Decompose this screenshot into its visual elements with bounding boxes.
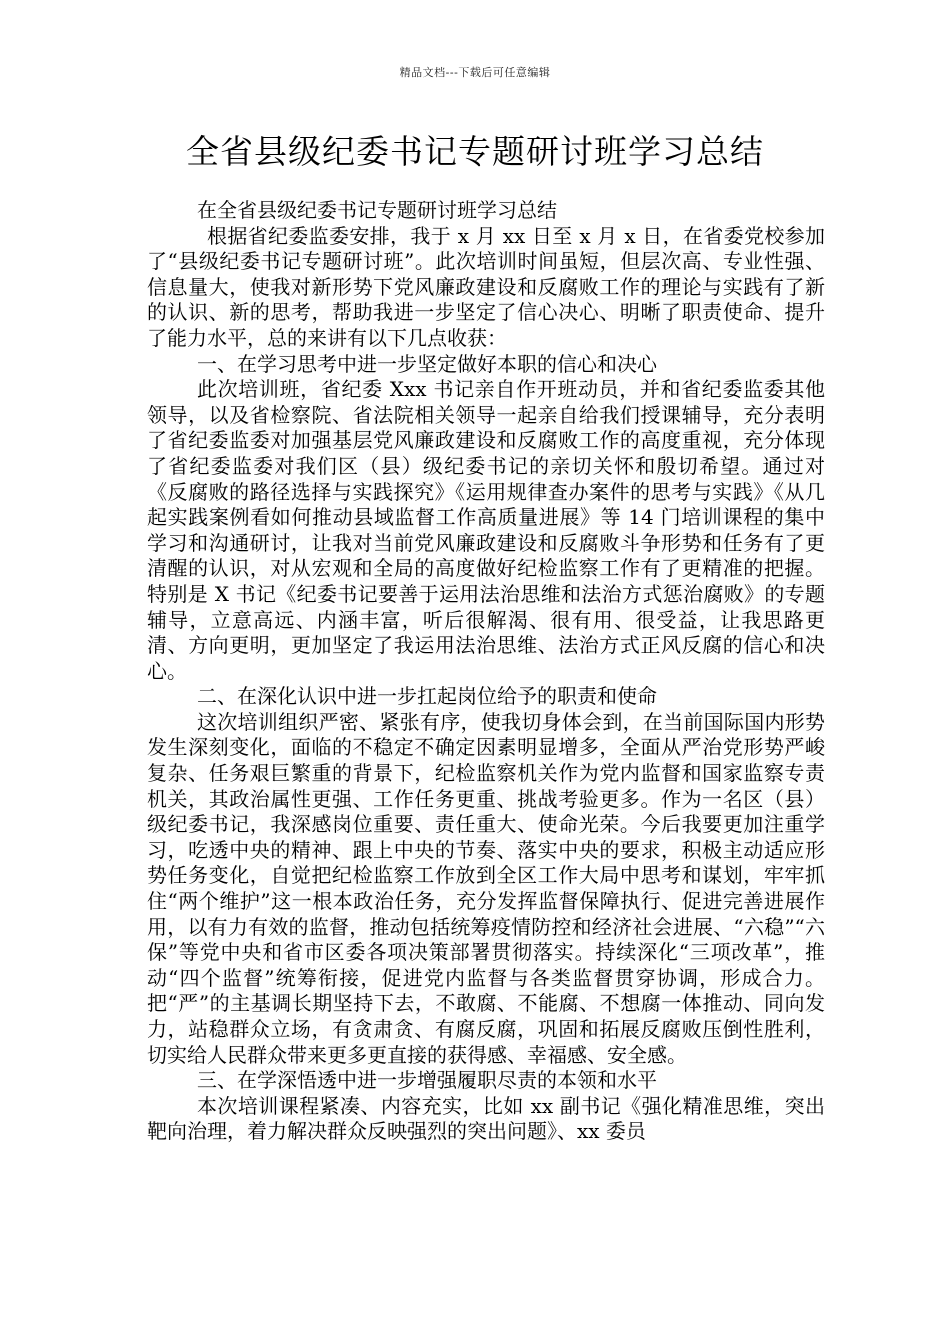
paragraph-section-3: 本次培训课程紧凑、内容充实，比如 xx 副书记《强化精准思维，突出靶向治理，着力解决群众反映强烈的突出问题》、xx 委员 xyxy=(147,1093,825,1144)
paragraph-intro: 根据省纪委监委安排，我于 x 月 xx 日至 x 月 x 日，在省委党校参加了“县级纪委书记专题研讨班”。此次培训时间虽短，但层次高、专业性强、信息量大，使我对新形势下党风廉政建设和反腐败工作的理论与实践有了新的认识、新的思考，帮助我进一步坚定了信心决心、明晰了职责使命、提升了能力水平，总的来讲有以下几点收获： xyxy=(147,223,825,350)
document-title: 全省县级纪委书记专题研讨班学习总结 xyxy=(186,132,764,171)
document-body xyxy=(147,198,825,1145)
section-heading-3: 三、在学深悟透中进一步增强履职尽责的本领和水平 xyxy=(197,1068,657,1093)
section-heading-2: 二、在深化认识中进一步扛起岗位给予的职责和使命 xyxy=(197,684,657,709)
paragraph-section-2: 这次培训组织严密、紧张有序，使我切身体会到，在当前国际国内形势发生深刻变化，面临的不稳定不确定因素明显增多，全面从严治党形势严峻复杂、任务艰巨繁重的背景下，纪检监察机关作为党内监督和国家监察专责机关，其政治属性更强、工作任务更重、挑战考验更多。作为一名区（县）级纪委书记，我深感岗位重要、责任重大、使命光荣。今后我要更加注重学习，吃透中央的精神、跟上中央的节奏、落实中央的要求，积极主动适应形势任务变化，自觉把纪检监察工作放到全区工作大局中思考和谋划，牢牢抓住“两个维护”这一根本政治任务，充分发挥监督保障执行、促进完善进展作用，以有力有效的监督，推动包括统筹疫情防控和经济社会进展、“六稳”“六保”等党中央和省市区委各项决策部署贯彻落实。持续深化“三项改革”，推动“四个监督”统筹衔接，促进党内监督与各类监督贯穿协调，形成合力。把“严”的主基调长期坚持下去，不敢腐、不能腐、不想腐一体推动、同向发力，站稳群众立场，有贪肃贪、有腐反腐，巩固和拓展反腐败压倒性胜利，切实给人民群众带来更多更直接的获得感、幸福感、安全感。 xyxy=(147,709,825,1067)
header-note: 精品文档---下载后可任意编辑 xyxy=(399,66,551,79)
section-heading-1: 一、在学习思考中进一步坚定做好本职的信心和决心 xyxy=(197,351,657,376)
document-subtitle: 在全省县级纪委书记专题研讨班学习总结 xyxy=(197,198,557,222)
paragraph-section-1: 此次培训班，省纪委 Xxx 书记亲自作开班动员，并和省纪委监委其他领导，以及省检察院、省法院相关领导一起亲自给我们授课辅导，充分表明了省纪委监委对加强基层党风廉政建设和反腐败工作的高度重视，充分体现了省纪委监委对我们区（县）级纪委书记的亲切关怀和殷切希望。通过对《反腐败的路径选择与实践探究》《运用规律查办案件的思考与实践》《从几起实践案例看如何推动县域监督工作高质量进展》等 14 门培训课程的集中学习和沟通研讨，让我对当前党风廉政建设和反腐败斗争形势和任务有了更清醒的认识，对从宏观和全局的高度做好纪检监察工作有了更精准的把握。特别是 X 书记《纪委书记要善于运用法治思维和法治方式惩治腐败》的专题辅导，立意高远、内涵丰富，听后很解渴、很有用、很受益，让我思路更清、方向更明，更加坚定了我运用法治思维、法治方式正风反腐的信心和决心。 xyxy=(147,377,825,683)
